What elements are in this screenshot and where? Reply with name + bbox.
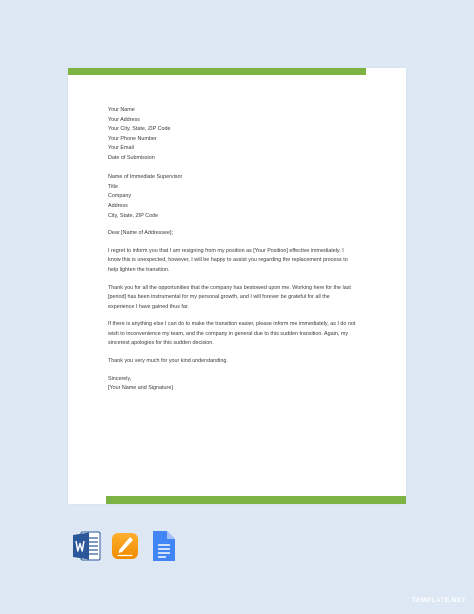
paragraph-1-line: help lighten the transition.: [108, 266, 170, 273]
paragraph-1-line: know this is unexpected, however, I will be happy to assist you regarding the replacement process to: [108, 257, 348, 264]
salutation: Dear [Name of Addressee];: [108, 230, 174, 237]
closing: Sincerely,: [108, 375, 132, 382]
paragraph-3-line: If there is anything else I can do to make the transition easier, please inform me immediately, as I do not: [108, 321, 356, 328]
top-accent-bar: [68, 68, 366, 75]
submission-date: Date of Submission: [108, 154, 155, 161]
paragraph-1-line: I regret to inform you that I am resigning from my position as [Your Position] effective immediately. I: [108, 247, 344, 254]
paragraph-3-line: wish to inconvenience my team, and the company in general due to this sudden transition. Again, my: [108, 330, 349, 337]
watermark-text: TEMPLATE.NET: [411, 597, 466, 604]
paragraph-3-line: sincerest apologies for this sudden decision.: [108, 340, 214, 347]
paragraph-2-line: experience I have gained thus far.: [108, 303, 189, 310]
recipient-company: Company: [108, 193, 132, 200]
paragraph-2-line: [period] has been instrumental for my personal growth, and I will forever be grateful for all the: [108, 294, 330, 301]
recipient-block: [108, 173, 370, 221]
paragraph-2-line: Thank you for all the opportunities that the company has bestowed upon me. Working here for the last: [108, 284, 351, 291]
recipient-address: Address: [108, 202, 128, 209]
paragraph-3: [108, 320, 370, 349]
sender-email: Your Email: [108, 145, 134, 152]
sender-city: Your City, State, ZIP Code: [108, 126, 171, 133]
letter-page: [68, 68, 406, 504]
recipient-title: Title: [108, 183, 118, 190]
sender-address: Your Address: [108, 116, 140, 123]
bottom-accent-bar: [106, 496, 406, 504]
paragraph-4: Thank you very much for your kind understanding.: [108, 358, 228, 365]
recipient-city: City, State, ZIP Code: [108, 212, 159, 219]
sender-name: Your Name: [108, 107, 135, 113]
paragraph-1: [108, 247, 370, 276]
google-docs-icon[interactable]: [148, 530, 178, 562]
signature: [Your Name and Signature]: [108, 385, 173, 392]
paragraph-2: [108, 284, 370, 313]
sender-block: [108, 106, 370, 164]
letter-body: [108, 106, 370, 394]
word-icon[interactable]: [72, 530, 102, 562]
recipient-name: Name of Immediate Supervisor: [108, 174, 183, 181]
pages-icon[interactable]: [110, 530, 140, 562]
sender-phone: Your Phone Number: [108, 135, 157, 142]
